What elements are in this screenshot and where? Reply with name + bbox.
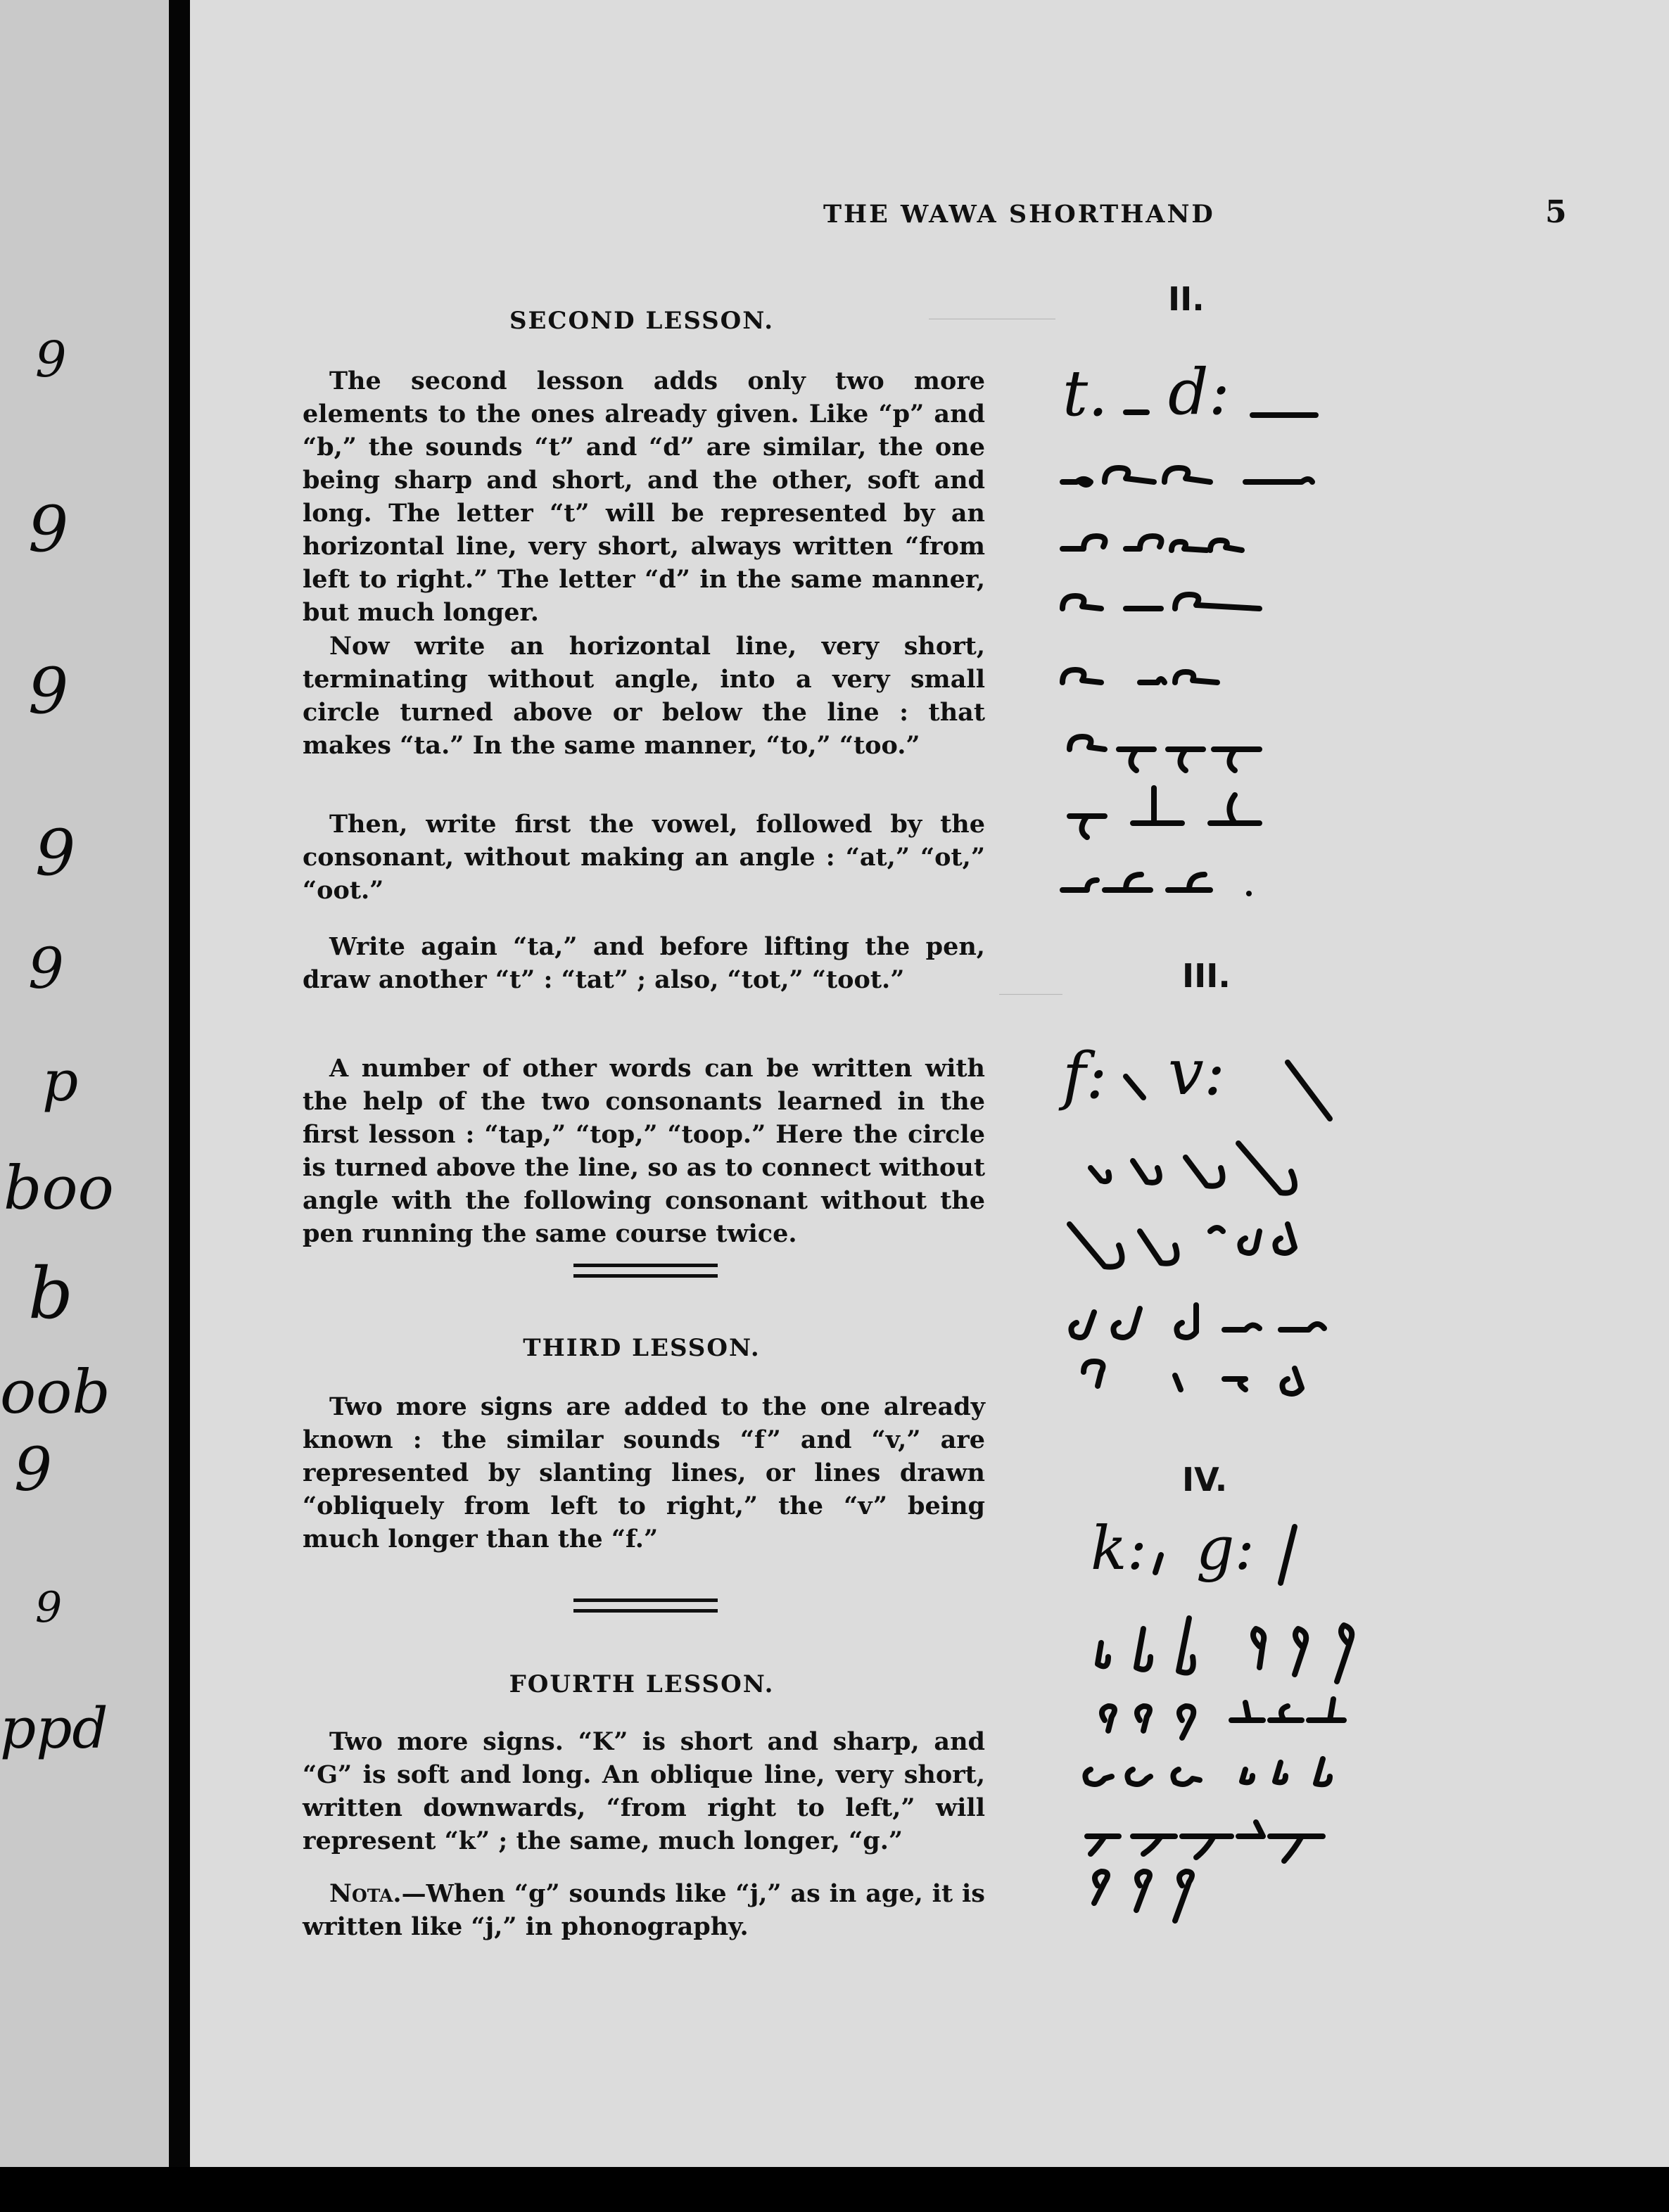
f-sign [1126, 1076, 1143, 1098]
shorthand-row [1062, 875, 1252, 896]
plate-iv-key-g: g: [1196, 1514, 1255, 1584]
g-sign [1281, 1527, 1295, 1583]
left-handwriting-item: oob [0, 1358, 110, 1428]
left-handwriting-item: p [42, 1048, 79, 1114]
shorthand-row [1062, 670, 1217, 682]
shorthand-row [1070, 737, 1259, 770]
v-sign [1288, 1062, 1330, 1119]
shorthand-row [1098, 1618, 1352, 1682]
section-divider [573, 1264, 718, 1278]
left-handwriting-item: 9 [28, 492, 69, 566]
shorthand-row [1062, 595, 1259, 609]
page-number: 5 [1545, 194, 1567, 230]
shorthand-row [1070, 788, 1259, 837]
lesson-title-third: THIRD LESSON. [523, 1334, 761, 1362]
left-handwriting-item: boo [4, 1154, 114, 1223]
k-sign [1155, 1555, 1161, 1572]
left-handwriting-item: b [28, 1252, 74, 1335]
shorthand-row [1091, 1143, 1295, 1193]
section-divider [573, 1598, 718, 1613]
left-handwriting-item: 9 [35, 331, 67, 388]
running-header: THE WAWA SHORTHAND [823, 200, 1215, 229]
shorthand-row [1062, 536, 1242, 550]
plate-ii-key-d: d: [1168, 355, 1230, 429]
shorthand-row [1094, 1871, 1192, 1921]
book-gutter [169, 0, 190, 2195]
shorthand-row [1085, 1759, 1330, 1784]
nota-label: Nota. [329, 1879, 402, 1908]
second-lesson-paragraph: Now write an horizontal line, very short, terminating without angle, into a very small circle turned above or below the line : that makes “ta.” In the same manner, “to,” “too.” [303, 632, 985, 760]
third-lesson-paragraph: Two more signs are added to the one already known : the similar sounds “f” and “v,” are represented by slanting lines, or lines drawn “obliquely from left to right,” the “v” being much longer than the “f.” [303, 1392, 985, 1553]
shorthand-row [1087, 1822, 1323, 1861]
plate-iv-key-k: k: [1091, 1514, 1148, 1584]
nota-text: —When “g” sounds like “j,” as in age, it is written like “j,” in phonography. [303, 1879, 985, 1941]
bleed-through: ____________ [929, 295, 1055, 320]
second-lesson-paragraph: Write again “ta,” and before lifting the pen, draw another “t” : “tat” ; also, “tot,” “toot.” [303, 932, 985, 994]
bleed-through: ______ [999, 971, 1062, 996]
shorthand-row [1102, 1699, 1344, 1738]
left-handwriting-item: 9 [35, 1583, 63, 1632]
left-handwriting-item: 9 [28, 936, 64, 1001]
plate-numeral-iii: III. [1182, 957, 1231, 995]
plate-iii-key-v: v: [1168, 1036, 1226, 1110]
plate-numeral-iv: IV. [1182, 1461, 1228, 1499]
left-handwriting-item: 9 [14, 1435, 53, 1505]
second-lesson-paragraph: The second lesson adds only two more elements to the ones already given. Like “p” and “b,” the sounds “t” and “d” are similar, the one being sharp and short, and the other, soft and long. The letter “t” will be represented by an horizontal line, very short, always written “from left to right.” The letter “d” in the same manner, but much longer. [303, 367, 985, 627]
shorthand-row [1062, 468, 1312, 485]
lesson-title-second: SECOND LESSON. [509, 307, 775, 335]
scan-border [0, 2167, 1669, 2212]
fourth-lesson-paragraph: Two more signs. “K” is short and sharp, and “G” is soft and long. An oblique line, very short, written downwards, “from right to left,” will represent “k” ; the same, much longer, “g.” [303, 1727, 985, 1855]
left-handwriting-item: ppd [0, 1696, 108, 1761]
second-lesson-paragraph: Then, write first the vowel, followed by the consonant, without making an angle : “at,” “ot,” “oot.” [303, 810, 985, 905]
left-handwriting-item: 9 [35, 816, 76, 890]
plate-ii-key-t: t. [1062, 357, 1108, 431]
shorthand-plate-iii [1055, 1020, 1365, 1442]
shorthand-plate-ii [1048, 352, 1344, 915]
shorthand-row [1071, 1305, 1324, 1337]
shorthand-plate-iv [1070, 1506, 1379, 1942]
shorthand-row [1070, 1224, 1295, 1267]
plate-numeral-ii: II. [1168, 280, 1205, 318]
nota-paragraph [303, 1877, 985, 1943]
second-lesson-paragraph: A number of other words can be written with the help of the two consonants learned in the first lesson : “tap,” “top,” “toop.” Here the circle is turned above the line, so as to connect without angle with the following consonant without the pen running the same course twice. [303, 1054, 985, 1248]
shorthand-row [1084, 1361, 1302, 1394]
lesson-title-fourth: FOURTH LESSON. [509, 1670, 775, 1698]
plate-iii-key-f: f: [1062, 1039, 1108, 1113]
left-handwriting-item: 9 [28, 654, 69, 728]
facing-page-edge [0, 0, 169, 2181]
